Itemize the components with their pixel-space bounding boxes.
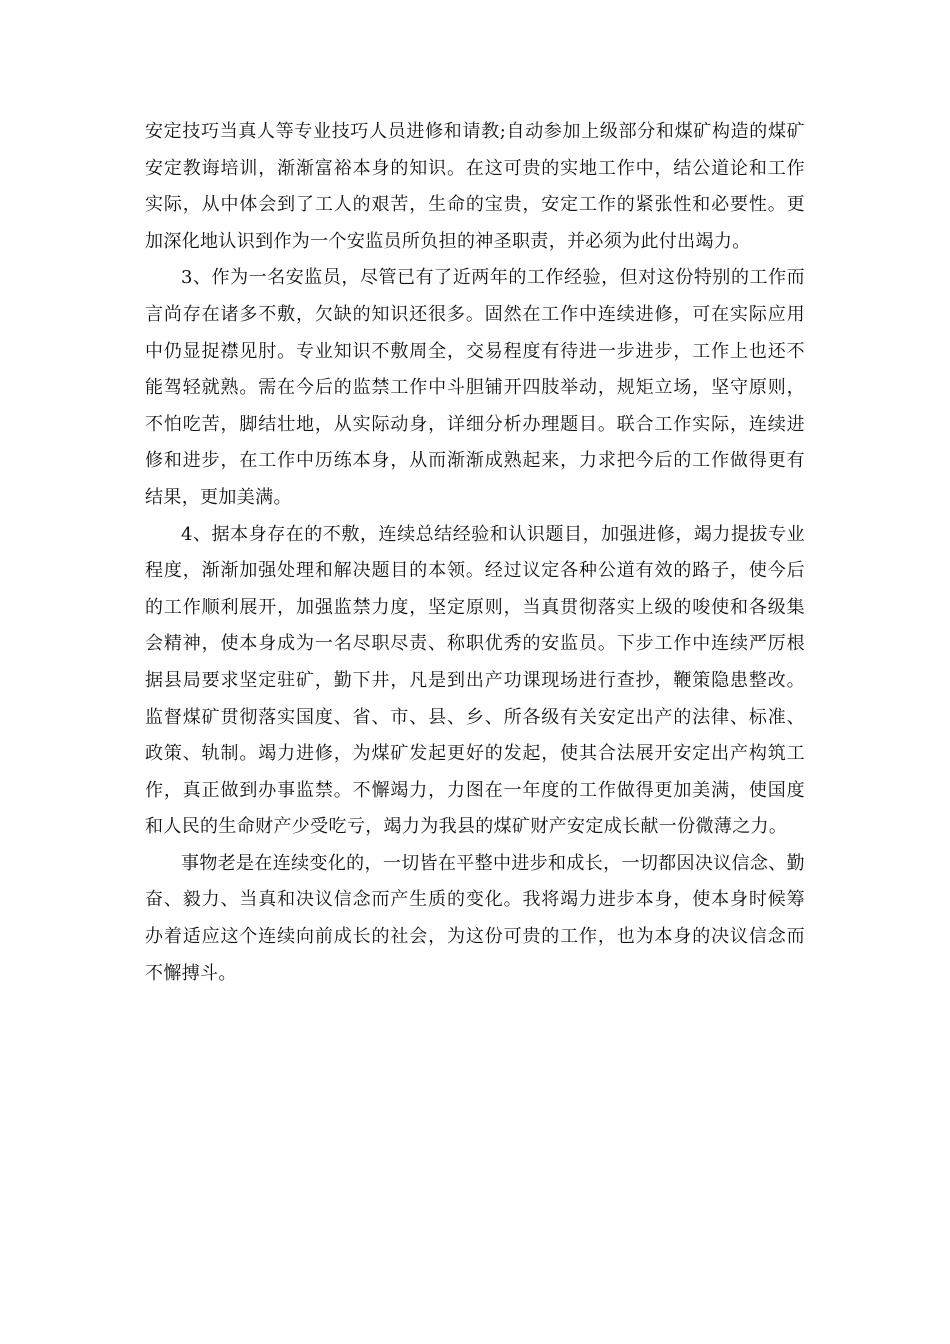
document-body	[145, 114, 805, 992]
paragraph-continuation: 安定技巧当真人等专业技巧人员进修和请教;自动参加上级部分和煤矿构造的煤矿安定教诲培训，渐渐富裕本身的知识。在这可贵的实地工作中，结公道论和工作实际，从中体会到了工人的艰苦，生命的宝贵，安定工作的紧张性和必要性。更加深化地认识到作为一个安监员所负担的神圣职责，并必须为此付出竭力。	[145, 121, 805, 252]
paragraph-conclusion: 事物老是在连续变化的，一切皆在平整中进步和成长，一切都因决议信念、勤奋、毅力、当真和决议信念而产生质的变化。我将竭力进步本身，使本身时候筹办着适应这个连续向前成长的社会，为这份可贵的工作，也为本身的决议信念而不懈搏斗。	[145, 852, 805, 984]
paragraph-item-4: 4、据本身存在的不敷，连续总结经验和认识题目，加强进修，竭力提拔专业程度，渐渐加强处理和解决题目的本领。经过议定各种公道有效的路子，使今后的工作顺利展开，加强监禁力度，坚定原则，当真贯彻落实上级的唆使和各级集会精神，使本身成为一名尽职尽责、称职优秀的安监员。下步工作中连续严厉根据县局要求坚定驻矿，勤下井，凡是到出产功课现场进行查抄，鞭策隐患整改。监督煤矿贯彻落实国度、省、市、县、乡、所各级有关安定出产的法律、标准、政策、轨制。竭力进修，为煤矿发起更好的发起，使其合法展开安定出产构筑工作，真正做到办事监禁。不懈竭力，力图在一年度的工作做得更加美满，使国度和人民的生命财产少受吃亏，竭力为我县的煤矿财产安定成长献一份微薄之力。	[145, 523, 805, 838]
paragraph-item-3: 3、作为一名安监员，尽管已有了近两年的工作经验，但对这份特别的工作而言尚存在诸多不敷，欠缺的知识还很多。固然在工作中连续进修，可在实际应用中仍显捉襟见肘。专业知识不敷周全，交易程度有待进一步进步，工作上也还不能驾轻就熟。需在今后的监禁工作中斗胆铺开四肢举动，规矩立场，坚守原则，不怕吃苦，脚结壮地，从实际动身，详细分析办理题目。联合工作实际，连续进修和进步，在工作中历练本身，从而渐渐成熟起来，力求把今后的工作做得更有结果，更加美满。	[145, 267, 805, 508]
